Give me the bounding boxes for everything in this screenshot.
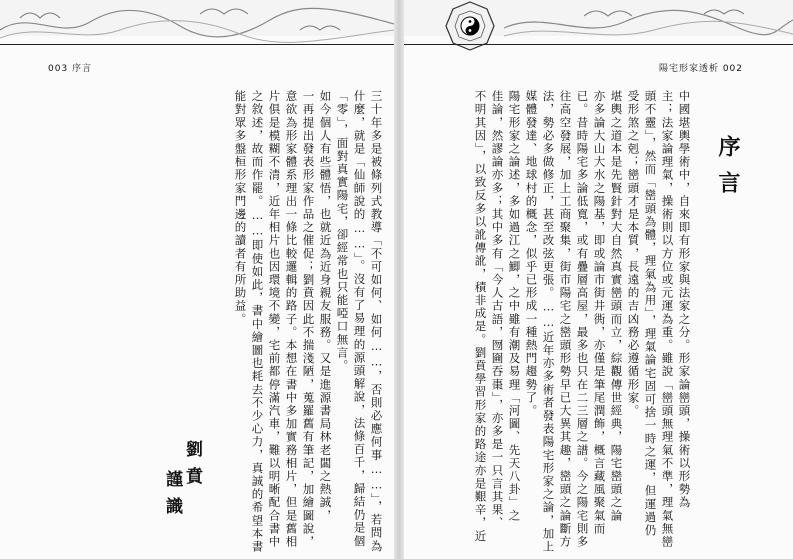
text-column-l6: 意欲為形家體系理出一條比較邏輯的路子。本想在書中多加實務相片，但是舊相 bbox=[284, 90, 299, 549]
text-column-l5: 一再提出發表形家作品之催促；劉賁因此不揣淺陋，蒐羅舊有筆記，加繪圖說， bbox=[301, 90, 316, 549]
text-column-l1: 三十年多是被條列式教導「不可如何、如何……，否則必應何事……」，若問為 bbox=[369, 90, 384, 553]
left-running-head: 003 序言 bbox=[48, 64, 93, 74]
text-column-r6: 亦多論大山大水之陽基，即或論市街井衖，亦僅是筆尾潤飾，概言藏風聚氣而 bbox=[592, 90, 607, 536]
text-column-r5: 堪輿之道本是先賢針對大自然真實巒頭而立，綜觀傳世經典，陽宅巒頭之論 bbox=[609, 90, 624, 523]
text-column-r4: 受形煞之剋；巒頭才是本質，長遠的吉凶務必遵循形家。 bbox=[626, 90, 641, 418]
text-column-r9: 法，勢必多做修正，甚至改弦更張。……近年亦多術者發表陽宅形家之論，加上 bbox=[541, 90, 556, 554]
right-running-head: 陽宅形家透析 002 bbox=[658, 64, 743, 74]
text-column-r10: 媒體發達、地球村的概念，似乎已形成一種熱門趨勢了。 bbox=[524, 90, 539, 418]
right-page-header-decoration bbox=[404, 0, 793, 58]
bagua-banner-right bbox=[404, 0, 793, 58]
page-title: 序言 bbox=[715, 135, 741, 207]
text-column-r3: 頭不靈」，然而「巒頭為體，理氣為用」，理氣論宅固可捨一時之運，但運過仍 bbox=[643, 90, 658, 537]
yin-yang-icon bbox=[461, 17, 479, 35]
text-column-l8: 之敘述，故而作罷。……即使如此，書中繪圖也耗去不少心力，真誠的希望本書 bbox=[250, 90, 265, 554]
text-column-r2: 主；法家論理氣，操術則以方位或元運為重。雖說「巒頭無理氣不準，理氣無巒 bbox=[660, 90, 675, 549]
book-gutter bbox=[394, 0, 404, 559]
text-column-r13: 不明其因」，以致反多以訛傳訛，積非成是。劉賁學習形家的路途亦是艱辛，近 bbox=[473, 90, 488, 543]
text-column-l4: 如今個人有些體悟，也就近為近身親友服務。又是進源書局林老闆之熱誠， bbox=[318, 90, 333, 523]
text-column-r11: 陽宅形家之論述，多如過江之鯽，之中雖有潮及易理「河圖、先天八卦」之 bbox=[507, 90, 522, 523]
author-name: 劉賁 bbox=[182, 440, 202, 494]
text-column-l9: 能對眾多盤桓形家門邊的讀者有所助益。 bbox=[233, 90, 248, 326]
text-column-r7: 已。昔時陽宅多論低寬，或有疊層高屋，最多也只在二三層之譜。今之陽宅則多 bbox=[575, 90, 590, 549]
left-page-header-decoration bbox=[0, 0, 394, 58]
cloud-banner-left bbox=[0, 0, 394, 58]
text-column-r8: 往高空發展，加上工商聚集，街市陽宅之巒頭形勢早已大異其趣，巒頭之論斷方 bbox=[558, 90, 573, 549]
text-column-l2: 什麼，就是「仙師說的……」。沒有了易理的源頭解說，法條百千，歸結仍是個 bbox=[352, 90, 367, 548]
text-column-l7: 片俱是模糊不清，近年相片也因環境不變，宅前都停滿汽車，難以明晰配合書中 bbox=[267, 90, 282, 549]
author-suffix: 謹識 bbox=[162, 470, 182, 524]
text-column-l3: 「零」，面對真實陽宅，卻經常也只能啞口無言。 bbox=[335, 90, 350, 373]
text-column-r12: 佳論，然謬論亦多；其中多有「今人古語，囫圇吞棗」，亦多是一只言其果、 bbox=[490, 90, 505, 530]
text-column-r1: 中國堪輿學術中，自來即有形家與法家之分。形家論巒頭，操術以形勢為 bbox=[677, 90, 692, 510]
